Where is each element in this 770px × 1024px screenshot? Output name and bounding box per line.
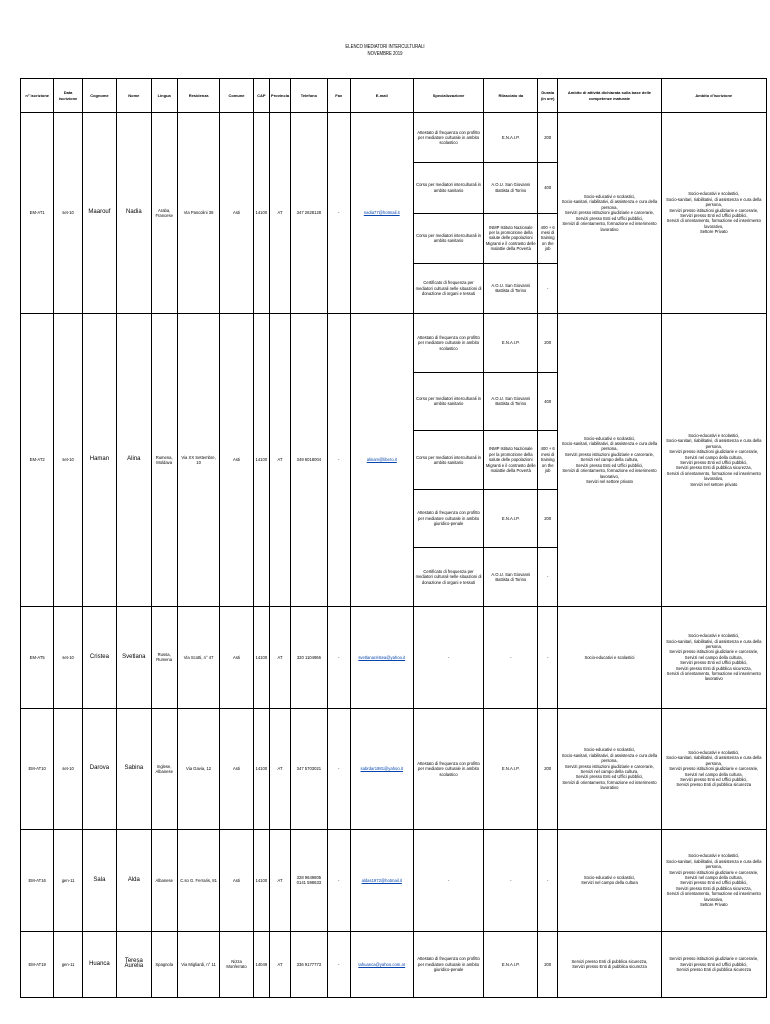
cell-lingua: Inglese, Albanese [151,708,177,829]
header-row [21,79,767,113]
col-ambito-dichiarato: Ambito di attività dichiarata sulla base delle competenze maturate [558,79,661,113]
col-durata: Durata (in ore) [538,79,558,113]
cell-data: gen-11 [54,931,82,997]
cell-durata: 400 + 6 mesi di training on the job [538,213,558,263]
col-nome: Nome [117,79,151,113]
cell-provincia: AT [269,708,290,829]
col-cap: CAP [253,79,269,113]
cell-nome: Teresa Aurelia [117,931,151,997]
mediators-table [20,78,767,998]
cell-telefono: 349 6018004 [291,314,327,607]
cell-email [350,314,413,607]
cell-fax: - [327,113,350,314]
cell-telefono: 320 1104966 [291,606,327,708]
col-fax: Fax [327,79,350,113]
cell-ambito-iscrizione: Socio-educativi e scolastici, Socio-sanitari, riabilitativi, di assistenza e cura della persona, Servizi presso istituzioni giudiziarie e carcerarie, Servizi nel campo della cultura, Servizi presso Enti ed Uffici pubblici, Servizi presso Enti di pubblica sicurezza, Servizi di orientamento, formazione ed inserimento lavorativo, Servizi nel settore privato [661,314,766,607]
cell-rilasciato: E.N.A.I.P. [484,489,538,548]
cell-cognome: Maarouf [82,113,116,314]
cell-rilasciato: - [484,606,538,708]
cell-rilasciato: A.O.U. San Giovanni Battista di Torino [484,263,538,313]
cell-durata: 200 [538,314,558,373]
email-link[interactable]: svetlanacristea@yahoo.it [358,654,406,660]
cell-comune: Asti [220,708,253,829]
email-link[interactable]: aldas1972@hotmail.it [361,877,402,883]
col-cognome: Cognome [82,79,116,113]
cell-data: set-10 [54,113,82,314]
cell-fax: - [327,606,350,708]
cell-specializzazione: Certificato di frequenza per mediatori culturali nelle situazioni di donazione di organi e tessuti [413,263,484,313]
title-line-1: ELENCO MEDIATORI INTERCULTURALI [345,44,425,50]
title-line-2: NOVEMBRE 2019 [367,51,403,57]
cell-specializzazione: Corso per mediatori interculturali in ambito sanitario [413,372,484,431]
cell-ambito-iscrizione: Socio-educativi e scolastici, Socio-sanitari, riabilitativi, di assistenza e cura della persona, Servizi presso istituzioni giudiziarie e carcerarie, Servizi presso Enti ed Uffici pubblici, Servizi di orientamento, formazione ed inserimento lavorativo, Settore Privato [661,113,766,314]
cell-rilasciato: A.O.U. San Giovanni Battista di Torino [484,548,538,607]
col-lingua: Lingua [151,79,177,113]
cell-rilasciato: - [484,829,538,931]
col-comune: Comune [220,79,253,113]
cell-provincia: AT [269,113,290,314]
cell-comune: Asti [220,829,253,931]
cell-cap: 14100 [253,606,269,708]
cell-nome: Nadia [117,113,151,314]
cell-nome: Svetlana [117,606,151,708]
table-row [21,606,767,708]
cell-rilasciato: E.N.A.I.P. [484,314,538,373]
cell-num: EM-AT1 [21,113,54,314]
cell-specializzazione: - [413,606,484,708]
cell-rilasciato: E.N.A.I.P. [484,113,538,163]
email-link[interactable]: tahuanca@yahoo.com.ar [358,961,406,967]
cell-specializzazione: Corso per mediatori interculturali in ambito sanitario [413,431,484,490]
cell-specializzazione: Attestato di frequenza con profitto per mediatore culturale in ambito scolastico [413,113,484,163]
col-email: E-mail [350,79,413,113]
table-row [21,314,767,373]
document-title [0,44,770,58]
cell-rilasciato: INMP Istituto Nazionale per la promozione della salute delle popolazioni Migranti e il contrasto delle malattie della Povertà [484,431,538,490]
cell-cap: 14049 [253,931,269,997]
cell-lingua: Rumena, Moldava [151,314,177,607]
cell-cognome: Sala [82,829,116,931]
cell-residenza: Via Gavia, 12 [177,708,220,829]
cell-specializzazione: Corso per mediatori interculturali in ambito sanitario [413,213,484,263]
cell-ambito-iscrizione: Servizi presso istituzioni giudiziarie e carcerarie, Servizi presso Enti ed Uffici pubblici, Servizi presso Enti di pubblica sicurezza [661,931,766,997]
cell-lingua: Spagnola [151,931,177,997]
cell-data: gen-11 [54,829,82,931]
cell-nome: Alina [117,314,151,607]
cell-rilasciato: INMP Istituto Nazionale per la promozione della salute delle popolazioni Migranti e il contrasto delle malattie della Povertà [484,213,538,263]
cell-rilasciato: A.O.U. San Giovanni Battista di Torino [484,372,538,431]
cell-telefono: 336 9177773 [291,931,327,997]
cell-nome: Sabina [117,708,151,829]
cell-num: EM-AT2 [21,314,54,607]
cell-comune: Asti [220,606,253,708]
cell-telefono: 347 2628128 [291,113,327,314]
cell-num: EM-AT16 [21,829,54,931]
cell-residenza: C.so G. Ferraris, 81 [177,829,220,931]
col-provincia: Provincia [269,79,290,113]
cell-durata: 200 [538,708,558,829]
cell-durata: - [538,548,558,607]
cell-cognome: Darova [82,708,116,829]
table-row [21,708,767,829]
cell-data: set-10 [54,314,82,607]
cell-provincia: AT [269,606,290,708]
cell-cognome: Cristea [82,606,116,708]
cell-residenza: Via Migliardi, n° 11 [177,931,220,997]
cell-durata: 400 + 6 mesi di training on the job [538,431,558,490]
cell-ambito-dichiarato: Socio-educativi e scolastici [558,606,661,708]
cell-nome: Alda [117,829,151,931]
cell-durata: 200 [538,931,558,997]
col-telefono: Telefono [291,79,327,113]
cell-specializzazione: Attestato di frequenza con profitto per mediatore culturale in ambito giuridico-penale [413,489,484,548]
cell-ambito-dichiarato: Socio-educativi e scolastici, Servizi nel campo della cultura [558,829,661,931]
cell-cap: 14100 [253,829,269,931]
cell-email [350,708,413,829]
table-row [21,829,767,931]
cell-specializzazione: Attestato di frequenza con profitto per mediatore culturale in ambito giuridico-penale [413,931,484,997]
cell-telefono: 328 9649805 0141 598633 [291,829,327,931]
cell-data: set-10 [54,708,82,829]
cell-cap: 14100 [253,314,269,607]
col-rilasciato: Rilasciato da [484,79,538,113]
cell-specializzazione: Certificato di frequenza per mediatori culturali nelle situazioni di donazione di organi e tessuti [413,548,484,607]
table-row [21,113,767,163]
cell-rilasciato: E.N.A.I.P. [484,931,538,997]
cell-provincia: AT [269,931,290,997]
cell-email [350,829,413,931]
cell-ambito-iscrizione: Socio-educativi e scolastici, Socio-sanitari, riabilitativi, di assistenza e cura della persona, Servizi presso istituzioni giudiziarie e carcerarie, Servizi nel campo della cultura, Servizi presso Enti ed Uffici pubblici, Servizi presso Enti di pubblica sicurezza, Servizi di orientamento, formazione ed inserimento lavorativo, Settore Privato [661,829,766,931]
cell-provincia: AT [269,314,290,607]
cell-ambito-dichiarato: Socio-educativi e scolastici, Socio-sanitari, riabilitativi, di assistenza e cura della persona, Servizi presso istituzioni giudiziarie e carcerarie, Servizi nel campo della cultura, Servizi presso Enti ed Uffici pubblici, Servizi di orientamento, formazione ed inserimento lavorativo, Servizi nel settore privato [558,314,661,607]
cell-num: EM-AT5 [21,606,54,708]
cell-rilasciato: A.O.U. San Giovanni Battista di Torino [484,163,538,213]
cell-specializzazione: - [413,829,484,931]
cell-cap: 14100 [253,113,269,314]
cell-durata: 400 [538,372,558,431]
cell-lingua: Albanese [151,829,177,931]
cell-ambito-iscrizione: Socio-educativi e scolastici, Socio-sanitari, riabilitativi, di assistenza e cura della persona, Servizi presso istituzioni giudiziarie e carcerarie, Servizi nel campo della cultura, Servizi presso Enti ed Uffici pubblici, Servizi presso Enti di pubblica sicurezza [661,708,766,829]
email-link[interactable]: alinam@libero.it [366,457,397,463]
cell-ambito-dichiarato: Socio-educativi e scolastici, Socio-sanitari, riabilitativi, di assistenza e cura della persona, Servizi presso istituzioni giudiziarie e carcerarie, Servizi nel campo della cultura, Servizi presso Enti ed Uffici pubblici, Servizi di orientamento, formazione ed inserimento lavorativo [558,708,661,829]
cell-durata: 200 [538,113,558,163]
cell-lingua: Araba, Francese [151,113,177,314]
cell-specializzazione: Corso per mediatori interculturali in ambito sanitario [413,163,484,213]
cell-residenza: Via XX Settembre, 10 [177,314,220,607]
table-row [21,931,767,997]
email-link[interactable]: sabrdar1981@yahoo.it [360,766,403,772]
col-residenza: Residenza [177,79,220,113]
cell-comune: Asti [220,314,253,607]
email-link[interactable]: nadia77@hotmail.it [363,210,400,216]
cell-data: set-10 [54,606,82,708]
cell-telefono: 347 5703021 [291,708,327,829]
cell-num: EM-AT10 [21,708,54,829]
col-specializzazione: Specializzazione [413,79,484,113]
cell-cap: 14100 [253,708,269,829]
cell-fax: - [327,931,350,997]
cell-durata: - [538,606,558,708]
cell-specializzazione: Attestato di frequenza con profitto per mediatore culturale in ambito scolastico [413,708,484,829]
cell-cognome: Haman [82,314,116,607]
cell-residenza: Via Pascolini 38 [177,113,220,314]
cell-durata: 200 [538,489,558,548]
cell-email [350,606,413,708]
cell-ambito-dichiarato: Servizi presso Enti di pubblica sicurezza, Servizi presso Enti di pubblica sicurezza [558,931,661,997]
cell-fax: - [327,314,350,607]
cell-email [350,113,413,314]
cell-fax: - [327,708,350,829]
col-num: n° iscrizione [21,79,54,113]
cell-durata: - [538,829,558,931]
cell-comune: Asti [220,113,253,314]
cell-lingua: Russa, Rumena [151,606,177,708]
col-ambito-iscrizione: Ambito d'iscrizione [661,79,766,113]
cell-ambito-dichiarato: Socio-educativi e scolastici, Socio-sanitari, riabilitativi, di assistenza e cura della persona, Servizi presso istituzioni giudiziarie e carcerarie, Servizi presso Enti ed Uffici pubblici, Servizi di orientamento, formazione ed inserimento lavorativo [558,113,661,314]
cell-provincia: AT [269,829,290,931]
cell-durata: 400 [538,163,558,213]
cell-email [350,931,413,997]
cell-ambito-iscrizione: Socio-educativi e scolastici, Socio-sanitari, riabilitativi, di assistenza e cura della persona, Servizi presso istituzioni giudiziarie e carcerarie, Servizi nel campo della cultura, Servizi presso Enti ed Uffici pubblici, Servizi presso Enti di pubblica sicurezza, Servizi di orientamento, formazione ed inserimento lavorativo [661,606,766,708]
cell-cognome: Huanca [82,931,116,997]
cell-comune: Nizza Monferrato [220,931,253,997]
cell-specializzazione: Attestato di frequenza con profitto per mediatore culturale in ambito scolastico [413,314,484,373]
cell-durata: - [538,263,558,313]
cell-num: EM-AT19 [21,931,54,997]
col-data: Data iscrizione [54,79,82,113]
cell-rilasciato: E.N.A.I.P. [484,708,538,829]
cell-residenza: Via Scotti, n° 47 [177,606,220,708]
cell-fax: - [327,829,350,931]
